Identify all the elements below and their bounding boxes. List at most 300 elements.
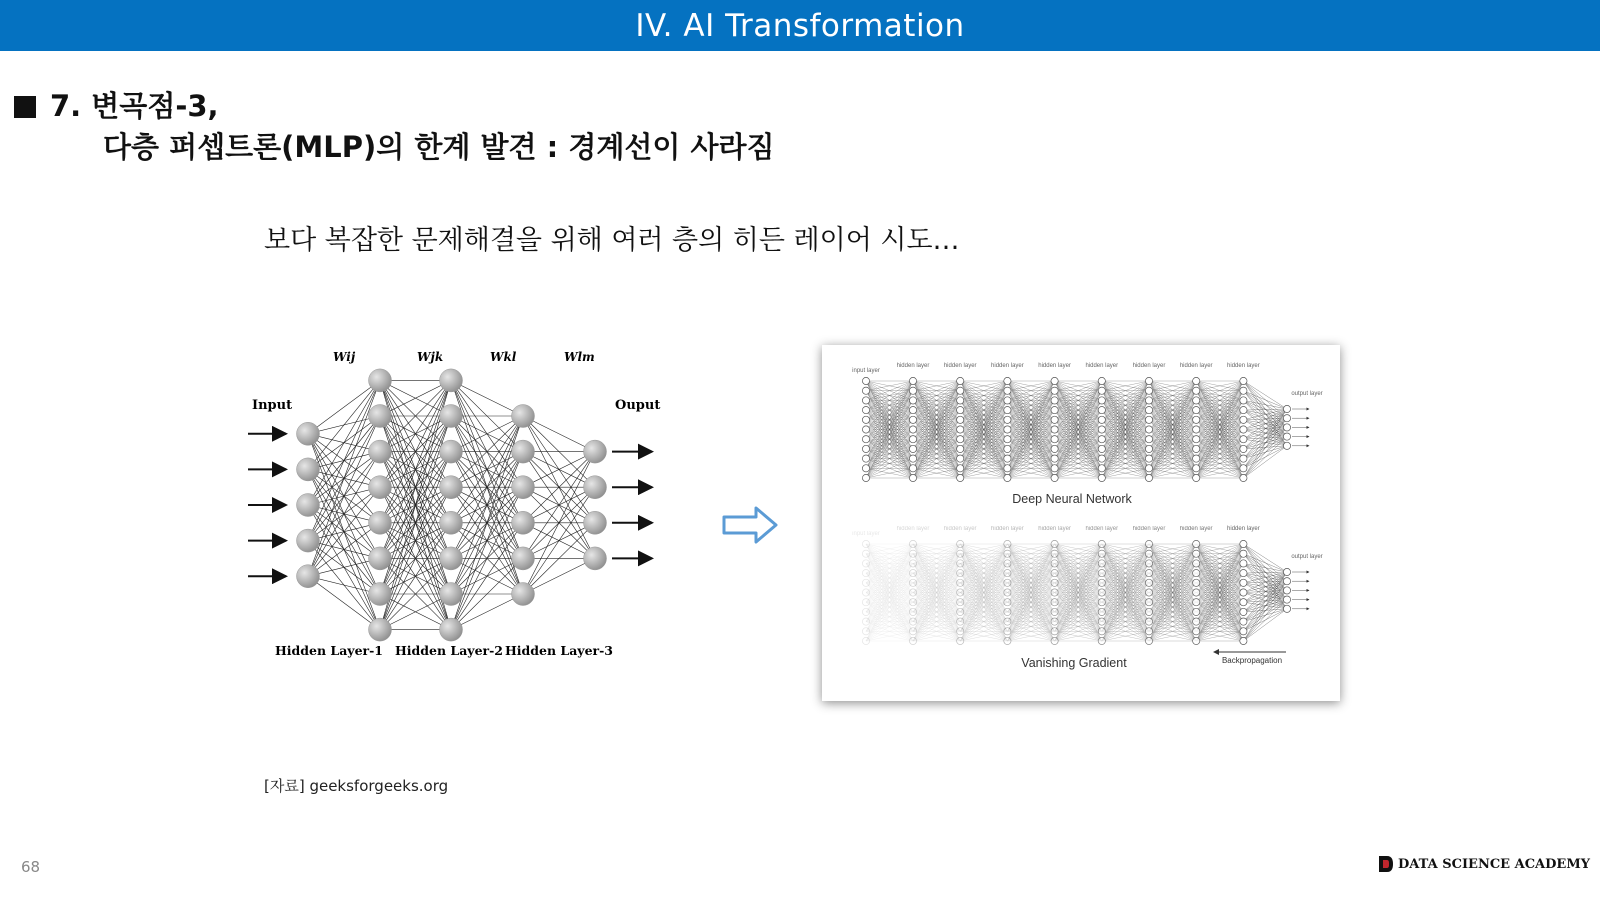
dnn-node [1145,436,1152,443]
dnn-edge [1243,439,1287,446]
dnn-edge [1243,400,1287,445]
subtitle: 보다 복잡한 문제해결을 위해 여러 층의 히든 레이어 시도… [264,225,960,256]
dnn-node [1145,637,1152,644]
dnn-node [1145,570,1152,577]
dnn-node [957,570,964,577]
page-title: IV. AI Transformation [635,7,965,44]
dnn-node [957,416,964,423]
dnn-node [1193,618,1200,625]
dnn-node [909,570,916,577]
mlp-node-layer-5 [584,511,607,534]
dnn-node [862,416,869,423]
dnn-node [1051,560,1058,567]
dnn-node [1193,397,1200,404]
dnn-node [862,397,869,404]
brand-logo-icon [1378,855,1394,873]
dnn-output-node [1283,587,1290,594]
dnn-node [1004,560,1011,567]
dnn-node [1004,397,1011,404]
dnn-node [1240,599,1247,606]
mlp-node-layer-2 [369,583,392,606]
dnn-node [1193,416,1200,423]
dnn-node [1193,540,1200,547]
dnn-node [1051,618,1058,625]
mlp-node-layer-2 [369,440,392,463]
dnn-output-edges [1243,381,1287,478]
dnn-node [1098,618,1105,625]
dnn-node [1004,608,1011,615]
dnn-node [957,465,964,472]
dnn-node [1145,589,1152,596]
dnn-node [1098,387,1105,394]
dnn-node [957,589,964,596]
dnn-node [862,377,869,384]
dnn-node [1051,589,1058,596]
dnn-edge [1243,563,1287,608]
dnn-node [1004,579,1011,586]
dnn-node [1051,387,1058,394]
dnn-node [862,474,869,481]
dnn-node [1004,637,1011,644]
dnn-node [1098,628,1105,635]
mlp-edge [523,558,595,594]
mlp-node-layer-4 [512,476,535,499]
dnn-edges [866,381,913,478]
dnn-edges [1196,544,1243,641]
dnn-node [1051,455,1058,462]
dnn-node [1240,637,1247,644]
mlp-node-layer-4 [512,547,535,570]
dnn-node [1193,377,1200,384]
hidden-layer-label: hidden layer [1038,526,1071,532]
dnn-node [1051,637,1058,644]
heading-line-1: 7. 변곡점-3, [50,89,219,123]
dnn-node [957,618,964,625]
dnn-node [1240,455,1247,462]
dnn-node [1193,426,1200,433]
input-layer-label: input layer [852,368,880,374]
dnn-node [909,540,916,547]
dnn-node [957,407,964,414]
dnn-output-node [1283,433,1290,440]
dnn-node [1240,426,1247,433]
dnn-node [1193,445,1200,452]
dnn-node [1051,377,1058,384]
page-number: 68 [21,858,41,876]
dnn-node [1051,550,1058,557]
dnn-edge [1243,446,1287,478]
top-caption: Deep Neural Network [1012,492,1132,506]
mlp-node-layer-3 [440,440,463,463]
dnn-node [1145,407,1152,414]
hidden-layer-label: hidden layer [1179,363,1213,369]
mlp-edge [451,452,523,630]
dnn-node [1004,618,1011,625]
dnn-node [1193,436,1200,443]
hidden-layer-label: hidden layer [943,526,977,532]
bottom-caption: Vanishing Gradient [1021,656,1127,670]
dnn-node [1145,416,1152,423]
dnn-node [909,436,916,443]
mlp-node-layer-1 [297,494,320,517]
hidden-layer-label: hidden layer [896,363,930,369]
dnn-node [1004,377,1011,384]
dnn-node [909,397,916,404]
mlp-node-layer-2 [369,476,392,499]
dnn-output-node [1283,605,1290,612]
dnn-node [1145,474,1152,481]
dnn-node [1004,540,1011,547]
heading-line-2: 다층 퍼셉트론(MLP)의 한계 발견 : 경계선이 사라짐 [103,130,775,164]
mlp-node-layer-5 [584,547,607,570]
mlp-node-layer-3 [440,405,463,428]
dnn-node [909,465,916,472]
dnn-node [909,550,916,557]
dnn-node [1051,570,1058,577]
hidden-layer-label: hidden layer [896,526,930,532]
dnn-node [862,407,869,414]
dnn-edges [1007,544,1054,641]
source-citation: [자료] geeksforgeeks.org [264,777,449,795]
dnn-node [862,637,869,644]
dnn-edge [1243,602,1287,609]
dnn-node [862,579,869,586]
hidden-layer-label: Hidden Layer-2 [394,643,504,658]
dnn-node [862,628,869,635]
dnn-node [1004,445,1011,452]
dnn-node [1145,387,1152,394]
dnn-edge [1243,409,1287,459]
dnn-node [957,426,964,433]
dnn-node [862,455,869,462]
hidden-layer-label: hidden layer [1179,526,1213,532]
dnn-node [1004,599,1011,606]
hidden-layer-label: hidden layer [1085,526,1119,532]
mlp-edge [308,416,380,576]
mlp-node-layer-1 [297,422,320,445]
dnn-output-node [1283,596,1290,603]
mlp-node-layer-1 [297,529,320,552]
output-label: Ouput [615,398,661,413]
dnn-node [1240,560,1247,567]
dnn-node [1004,550,1011,557]
dnn-output-node [1283,578,1290,585]
dnn-node [862,445,869,452]
dnn-node [862,465,869,472]
dnn-node [909,599,916,606]
dnn-node [1193,637,1200,644]
dnn-node [1145,465,1152,472]
dnn-node [1098,579,1105,586]
dnn-edges [913,381,960,478]
dnn-node [1145,445,1152,452]
dnn-node [1240,407,1247,414]
dnn-node [1051,465,1058,472]
dnn-node [862,426,869,433]
dnn-edge [1243,609,1287,641]
mlp-node-layer-3 [440,547,463,570]
dnn-node [1193,628,1200,635]
dnn-node [1193,407,1200,414]
dnn-node [909,628,916,635]
mlp-node-layer-4 [512,440,535,463]
dnn-node [909,618,916,625]
mlp-edge [308,380,380,540]
mlp-node-layer-2 [369,405,392,428]
dnn-node [909,589,916,596]
deep-network-figure [822,345,1340,701]
dnn-node [1240,540,1247,547]
dnn-node [957,608,964,615]
dnn-node [862,618,869,625]
dnn-node [1098,560,1105,567]
dnn-node [1145,540,1152,547]
mlp-node-layer-3 [440,476,463,499]
dnn-node [1051,579,1058,586]
dnn-node [1098,599,1105,606]
dnn-node [1240,579,1247,586]
deep-network [852,363,1323,482]
dnn-node [1240,416,1247,423]
dnn-node [909,426,916,433]
dnn-output-edges [1243,544,1287,641]
dnn-node [1193,465,1200,472]
hidden-layer-label: hidden layer [1227,363,1260,369]
dnn-node [1240,436,1247,443]
dnn-node [1004,407,1011,414]
dnn-node [1145,628,1152,635]
output-layer-label: output layer [1291,554,1323,560]
hidden-layer-label: hidden layer [1085,363,1119,369]
mlp-edge [451,594,523,630]
dnn-node [1098,377,1105,384]
dnn-node [862,570,869,577]
header-bar [0,0,1600,51]
dnn-node [862,599,869,606]
dnn-node [1240,589,1247,596]
dnn-edge [1243,581,1287,641]
dnn-node [957,445,964,452]
mlp-edge [451,523,523,630]
dnn-node [1240,377,1247,384]
hidden-layer-label: Hidden Layer-3 [504,643,614,658]
dnn-node [1004,416,1011,423]
dnn-edges [1055,544,1102,641]
mlp-node-layer-1 [297,458,320,481]
dnn-node [1098,465,1105,472]
hidden-layer-label: hidden layer [943,363,977,369]
dnn-node [1193,570,1200,577]
dnn-node [1145,455,1152,462]
mlp-node-layer-4 [512,405,535,428]
dnn-node [909,387,916,394]
dnn-node [1098,436,1105,443]
dnn-node [909,445,916,452]
dnn-node [862,540,869,547]
dnn-output-node [1283,415,1290,422]
hidden-layer-label: hidden layer [1038,363,1071,369]
dnn-node [909,407,916,414]
dnn-node [957,455,964,462]
dnn-node [1004,465,1011,472]
dnn-edge [1243,554,1287,572]
dnn-node [1004,387,1011,394]
brand-name: DATA SCIENCE ACADEMY [1398,856,1590,872]
mlp-edge [308,523,380,576]
dnn-node [909,377,916,384]
hidden-layer-label: hidden layer [991,363,1024,369]
dnn-node [909,455,916,462]
dnn-edge [1243,391,1287,409]
dnn-edges [866,544,913,641]
dnn-node [1145,397,1152,404]
dnn-node [1004,426,1011,433]
dnn-node [1240,608,1247,615]
right-arrow-outline-icon [720,505,780,545]
mlp-node-layer-3 [440,369,463,392]
dnn-node [1098,589,1105,596]
weight-label: Wij [333,350,356,364]
dnn-output-node [1283,405,1290,412]
hidden-layer-label: hidden layer [1132,363,1166,369]
dnn-node [1004,455,1011,462]
hidden-layer-label: hidden layer [1132,526,1166,532]
dnn-edges [1007,381,1054,478]
dnn-node [1193,455,1200,462]
mlp-diagram [240,345,680,685]
square-bullet-icon [14,96,36,118]
mlp-node-layer-3 [440,618,463,641]
dnn-node [1098,445,1105,452]
hidden-layer-label: hidden layer [991,526,1024,532]
mlp-node-layer-5 [584,440,607,463]
dnn-node [1051,397,1058,404]
dnn-node [909,637,916,644]
input-label: Input [252,398,293,413]
dnn-node [909,560,916,567]
dnn-edge [1243,409,1287,468]
dnn-node [957,377,964,384]
dnn-node [1145,608,1152,615]
dnn-node [1193,387,1200,394]
mlp-edge [308,380,380,576]
dnn-node [1004,589,1011,596]
dnn-node [957,599,964,606]
vanishing-network [852,526,1323,645]
dnn-node [909,416,916,423]
dnn-node [1004,570,1011,577]
dnn-node [1098,397,1105,404]
mlp-node-layer-4 [512,583,535,606]
dnn-node [1145,550,1152,557]
dnn-edges [1055,381,1102,478]
dnn-node [957,436,964,443]
dnn-node [1145,579,1152,586]
dnn-node [1051,436,1058,443]
dnn-node [1098,455,1105,462]
mlp-edge [523,487,595,594]
dnn-node [1145,599,1152,606]
dnn-output-node [1283,442,1290,449]
dnn-node [1051,426,1058,433]
mlp-node-layer-4 [512,511,535,534]
weight-label: Wlm [564,350,595,364]
dnn-node [1004,436,1011,443]
dnn-node [862,550,869,557]
dnn-edges [960,381,1007,478]
mlp-node-layer-1 [297,565,320,588]
dnn-node [1051,474,1058,481]
dnn-edges [1102,381,1149,478]
dnn-node [1240,550,1247,557]
dnn-node [1051,416,1058,423]
dnn-node [1193,560,1200,567]
dnn-node [1051,445,1058,452]
dnn-node [1098,474,1105,481]
dnn-edges [1149,544,1196,641]
dnn-node [957,579,964,586]
mlp-edge [308,380,380,433]
mlp-edge [308,576,380,629]
dnn-node [957,387,964,394]
dnn-node [909,579,916,586]
dnn-node [1145,618,1152,625]
dnn-edge [1243,609,1287,632]
dnn-node [957,628,964,635]
dnn-output-node [1283,424,1290,431]
dnn-node [1098,407,1105,414]
mlp-node-layer-2 [369,511,392,534]
dnn-node [1193,550,1200,557]
dnn-node [1098,540,1105,547]
dnn-node [862,436,869,443]
dnn-node [909,608,916,615]
weight-label: Wjk [417,350,444,364]
dnn-node [862,560,869,567]
dnn-node [1004,474,1011,481]
dnn-edges [1102,544,1149,641]
dnn-node [1193,599,1200,606]
dnn-node [862,608,869,615]
section-heading [14,86,775,168]
dnn-node [1240,465,1247,472]
dnn-edge [1243,446,1287,469]
dnn-node [957,540,964,547]
dnn-node [957,397,964,404]
mlp-node-layer-5 [584,476,607,499]
dnn-node [957,474,964,481]
dnn-node [957,637,964,644]
dnn-edge [1243,446,1287,449]
dnn-node [1193,608,1200,615]
dnn-edges [1196,381,1243,478]
mlp-nodes [297,369,607,641]
dnn-node [1098,608,1105,615]
backprop-label: Backpropagation [1221,656,1283,665]
mlp-node-layer-3 [440,583,463,606]
mlp-node-layer-3 [440,511,463,534]
dnn-node [1098,426,1105,433]
dnn-node [1193,579,1200,586]
dnn-output-node [1283,568,1290,575]
dnn-node [1098,416,1105,423]
dnn-node [1193,589,1200,596]
hidden-layer-label: hidden layer [1227,526,1260,532]
dnn-node [1145,377,1152,384]
dnn-node [1098,550,1105,557]
dnn-edges [960,544,1007,641]
dnn-node [909,474,916,481]
